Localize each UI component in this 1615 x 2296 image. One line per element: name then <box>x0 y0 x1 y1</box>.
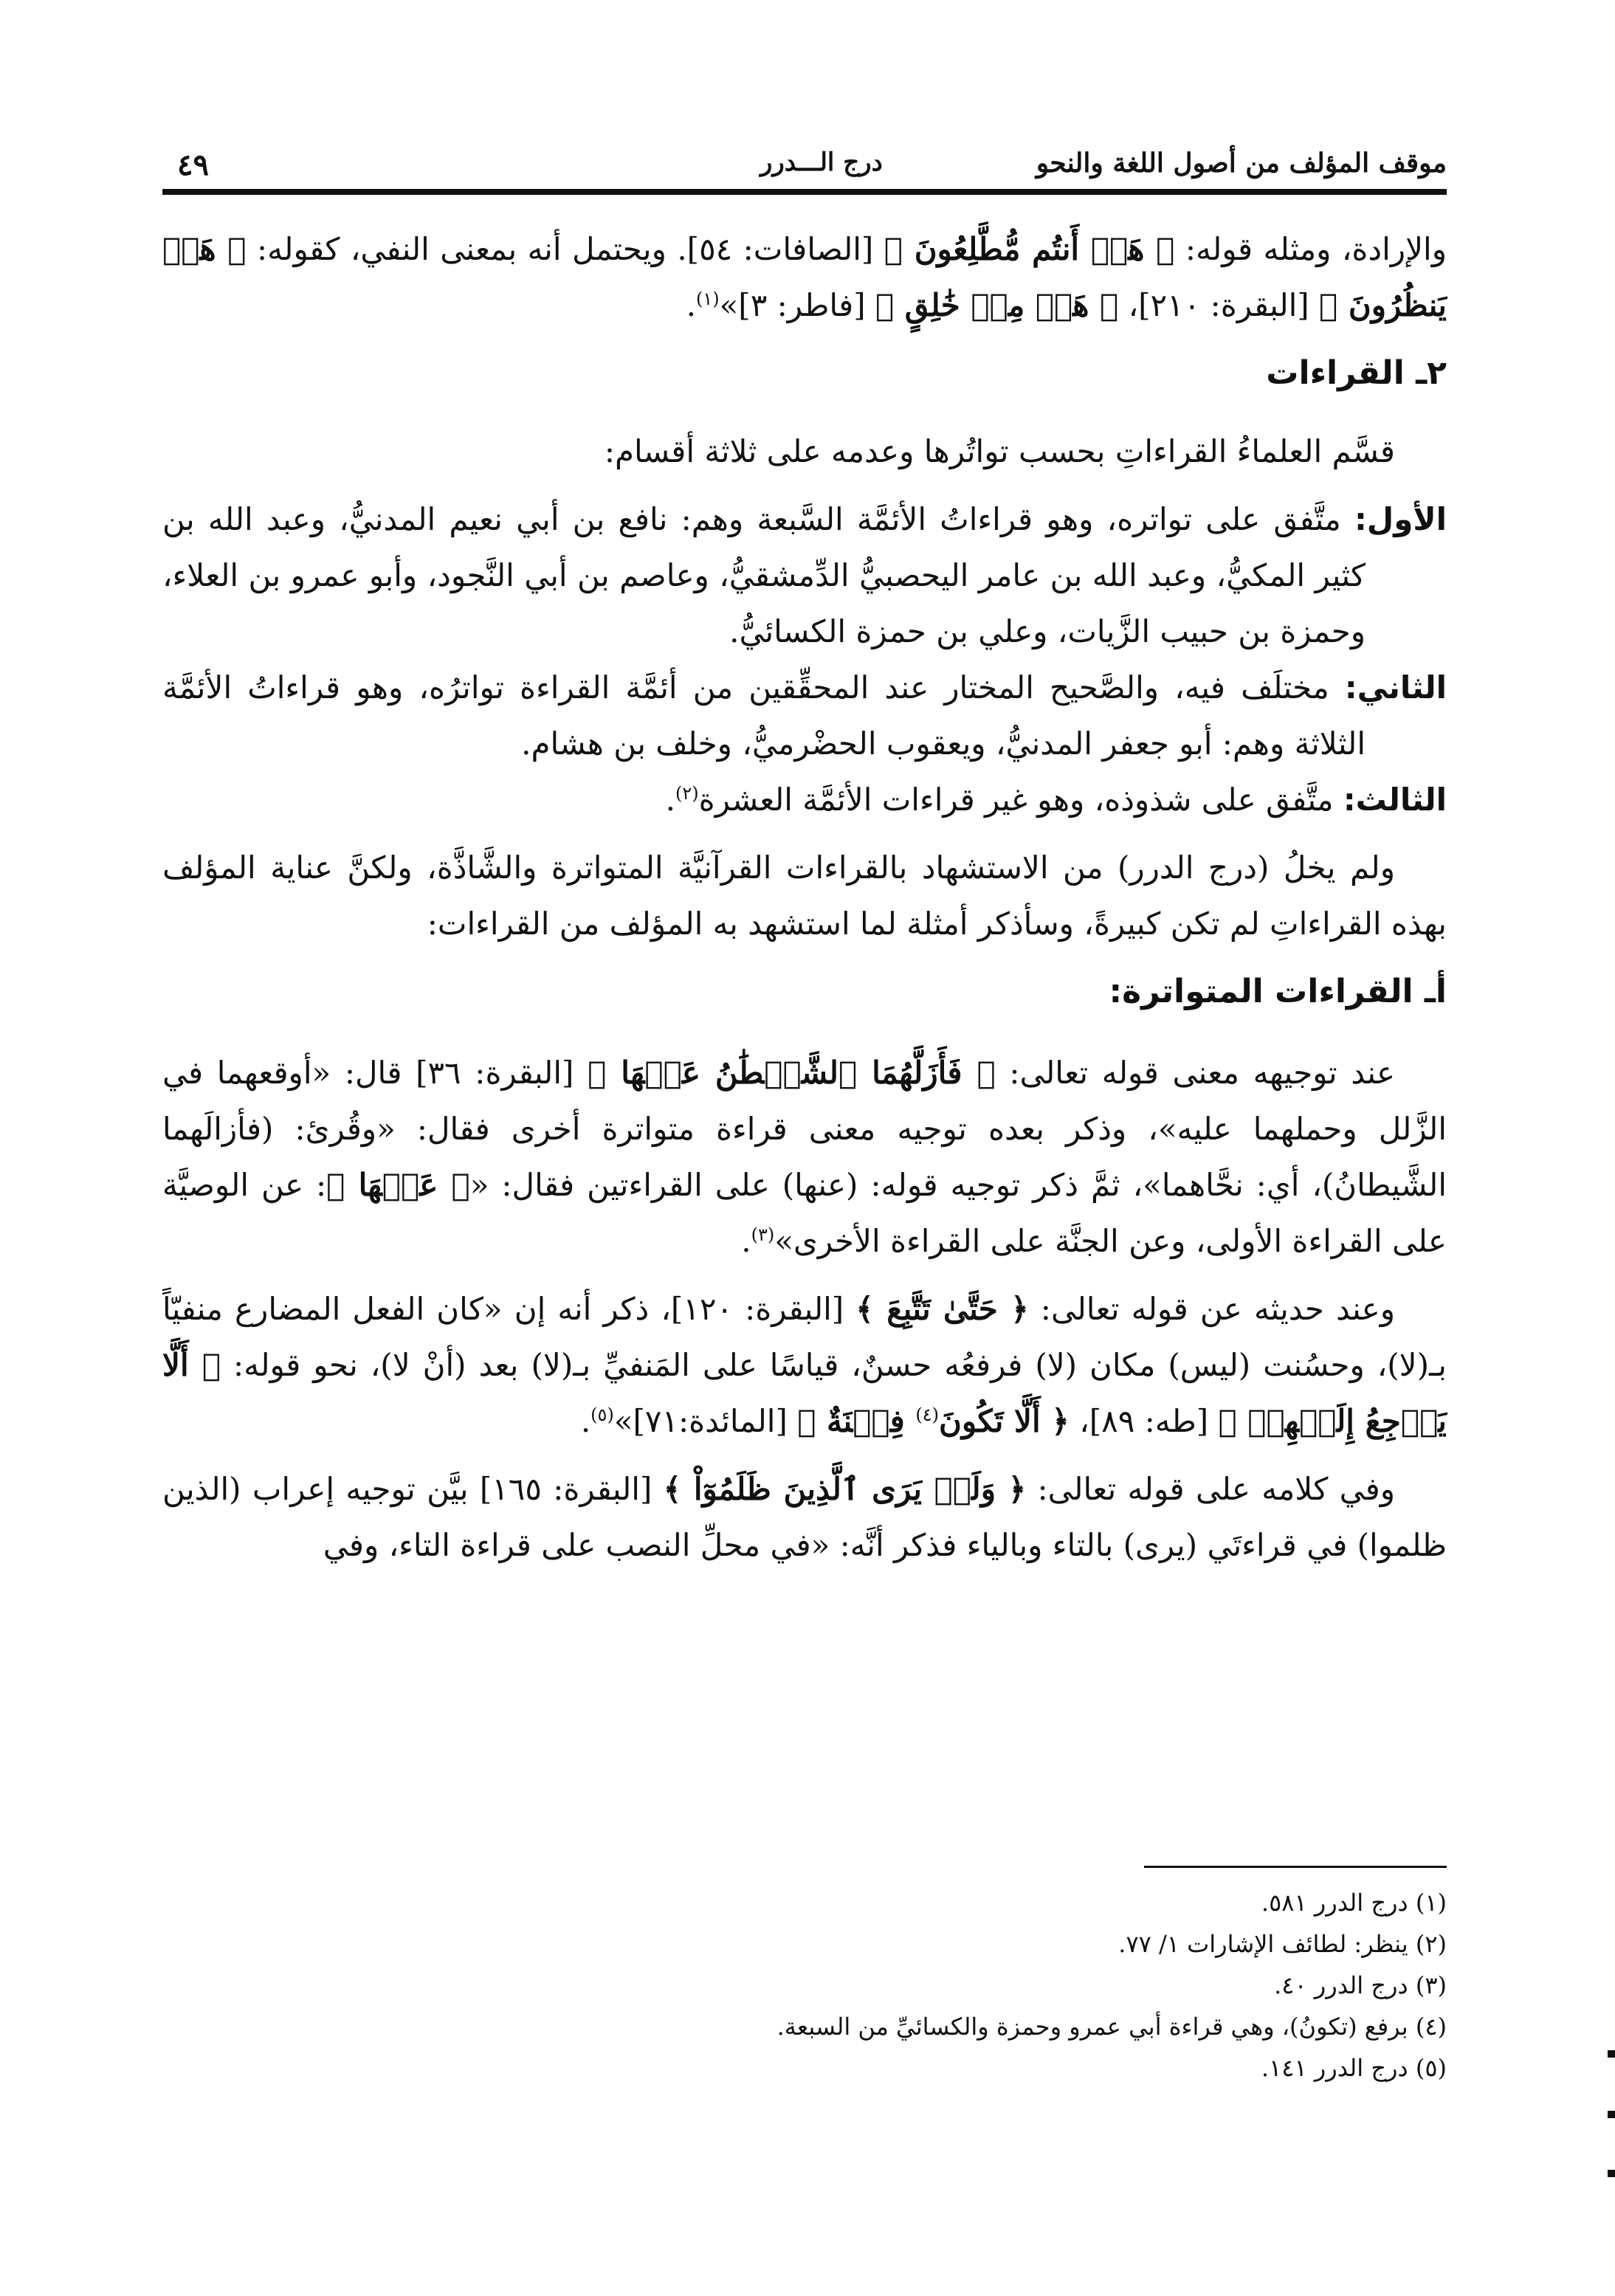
footnotes <box>162 1882 1447 2089</box>
list-item-text: متَّفق على شذوذه، وهو غير قراءات الأئمَّة العشرة <box>698 782 1343 818</box>
footnote-reference: (٤) <box>915 1404 939 1425</box>
text-run: وعند حديثه عن قوله تعالى: <box>1028 1291 1396 1327</box>
subsection-heading: أـ القراءات المتواترة: <box>1109 973 1447 1010</box>
book-title: درج الـــدرر <box>760 148 883 177</box>
footnote-reference: (٢) <box>675 783 699 804</box>
paragraph-intro-continuation <box>162 221 1447 334</box>
quran-verse: ﴿ أَلَّا تَكُونَ <box>938 1403 1070 1439</box>
text-run: [فاطر: ٣]» <box>719 287 875 323</box>
text-run: [البقرة: ٢١٠]، <box>1118 287 1320 323</box>
page-number: ٤٩ <box>177 148 209 182</box>
quran-verse: ﴿ عَنۡهَا ﴾ <box>326 1167 470 1203</box>
scan-mark <box>1608 2050 1615 2058</box>
footnote-2: (٢) ينظر: لطائف الإشارات ١/ ٧٧. <box>1118 1930 1447 1958</box>
text-run: وفي كلامه على قوله تعالى: <box>1026 1471 1395 1507</box>
footnote-3: (٣) درج الدرر ٤٠. <box>1274 1971 1447 1999</box>
list-item-text: مختلَف فيه، والصَّحيح المختار عند المحقِّقين من أئمَّة القراءة تواترُه، وهو قراءاتُ الأئمَّة الثلاثة وهم: أبو جعفر المدنيُّ، ويعقوب الحضْرميُّ، وخلف بن هشام. <box>162 669 1366 762</box>
list-item-text: متَّفق على تواتره، وهو قراءاتُ الأئمَّة السَّبعة وهم: نافع بن أبي نعيم المدنيُّ، وعبد الله بن كثير المكيُّ، وعبد الله بن عامر اليحصبيُّ الدِّمشقيُّ، وعاصم بن أبي النَّجود، وأبو عمرو بن العلاء، وحمزة بن حبيب الزَّيات، وعلي بن حمزة الكسائيُّ. <box>162 501 1366 649</box>
footnote-5: (٥) درج الدرر ١٤١. <box>1261 2054 1447 2082</box>
section-heading: ٢ـ القراءات <box>1266 354 1447 392</box>
paragraph-classification-intro: قسَّم العلماءُ القراءاتِ بحسب تواتُرها وعدمه على ثلاثة أقسام: <box>604 433 1395 469</box>
text-run: والإرادة، ومثله قوله: <box>1174 231 1447 267</box>
quran-verse: فِتۡنَةٌ ﴾ <box>797 1403 916 1439</box>
paragraph-example-3 <box>162 1461 1447 1573</box>
footnote-rule <box>1144 1866 1447 1868</box>
paragraph-example-2 <box>162 1281 1447 1449</box>
text-run: . <box>665 782 675 818</box>
quran-verse: ﴿ أَلَّا يَرۡجِعُ إِلَيۡهِمۡ ﴾ <box>162 1347 1447 1439</box>
scan-mark <box>1608 2111 1615 2118</box>
footnote-reference: (٥) <box>590 1404 614 1425</box>
quran-verse: ﴿ هَلۡ أَنتُم مُّطَّلِعُونَ ﴾ <box>884 231 1175 267</box>
list-item-label: الأول: <box>1354 501 1447 537</box>
list-item-second <box>162 660 1447 772</box>
quran-verse: ﴿ هَلۡ يَنظُرُونَ ﴾ <box>162 231 1447 323</box>
text-run: . <box>741 1223 751 1259</box>
quran-verse: ﴿ فَأَزَلَّهُمَا ٱلشَّيۡطَٰنُ عَنۡهَا ﴾ <box>588 1055 996 1091</box>
text-run: : عن الوصيَّة على القراءة الأولى، وعن الجنَّة على القراءة الأخرى» <box>162 1167 1447 1259</box>
text-run: [الصافات: ٥٤]. ويحتمل أنه بمعنى النفي، كقوله: <box>246 231 884 267</box>
chapter-title: موقف المؤلف من أصول اللغة والنحو <box>1036 148 1447 179</box>
list-item-label: الثالث: <box>1343 782 1447 818</box>
scan-mark <box>1608 2170 1615 2177</box>
quran-verse: ﴿ حَتَّىٰ تَتَّبِعَ ﴾ <box>855 1291 1029 1327</box>
text-run: . <box>580 1403 591 1439</box>
footnote-4: (٤) برفع (تكونُ)، وهي قراءة أبي عمرو وحمزة والكسائيِّ من السبعة. <box>776 2013 1447 2041</box>
list-item-first <box>162 492 1447 660</box>
footnote-1: (١) درج الدرر ٥٨١. <box>1261 1889 1447 1917</box>
text-run: [البقرة: ٣٦] قال: «أوقعهما في الزَّلل وحملهما عليه»، وذكر بعده توجيه معنى قراءة متواترة أخرى فقال: «وقُرئ: (فأزالَهما الشَّيطانُ)، أي: نحَّاهما»، ثمَّ ذكر توجيه قوله: (عنها) على القراءتين فقال: « <box>162 1055 1447 1203</box>
text-run: عند توجيهه معنى قوله تعالى: <box>995 1055 1396 1091</box>
text-run: [المائدة:٧١]» <box>613 1403 798 1439</box>
footnote-reference: (١) <box>695 289 720 309</box>
paragraph-example-1 <box>162 1045 1447 1269</box>
text-run: [البقرة: ١٦٥] بيَّن توجيه إعراب (الذين ظلموا) في قراءتَي (يرى) بالتاء وبالياء فذكر أنَّه: «في محلِّ النصب على قراءة التاء، وفي <box>162 1471 1447 1563</box>
main-text <box>162 221 1447 1585</box>
running-header <box>162 148 1447 192</box>
text-run: . <box>686 287 696 323</box>
footnote-reference: (٣) <box>751 1224 775 1245</box>
list-item-label: الثاني: <box>1344 669 1447 706</box>
quran-verse: ﴿ وَلَوۡ يَرَى ٱلَّذِينَ ظَلَمُوٓاْ ﴾ <box>663 1471 1027 1507</box>
paragraph-readings-intro: ولم يخلُ (درج الدرر) من الاستشهاد بالقراءات القرآنيَّة المتواترة والشَّاذَّة، ولكنَّ عناية المؤلف بهذه القراءاتِ لم تكن كبيرةً، وسأذكر أمثلة لما استشهد به المؤلف من القراءات: <box>162 849 1447 942</box>
text-run: [طه: ٨٩]، <box>1069 1403 1219 1439</box>
quran-verse: ﴿ هَلۡ مِنۡ خَٰلِقٍ ﴾ <box>875 287 1119 323</box>
list-item-third <box>162 772 1447 828</box>
header-rule <box>162 189 1447 195</box>
text-run: [البقرة: ١٢٠]، ذكر أنه إن «كان الفعل المضارع منفيّاً بـ(لا)، وحسُنت (ليس) مكان (لا) فرفعُه حسنٌ، قياسًا على المَنفيِّ بـ(لا) بعد (أنْ لا)، نحو قوله: <box>162 1291 1447 1383</box>
